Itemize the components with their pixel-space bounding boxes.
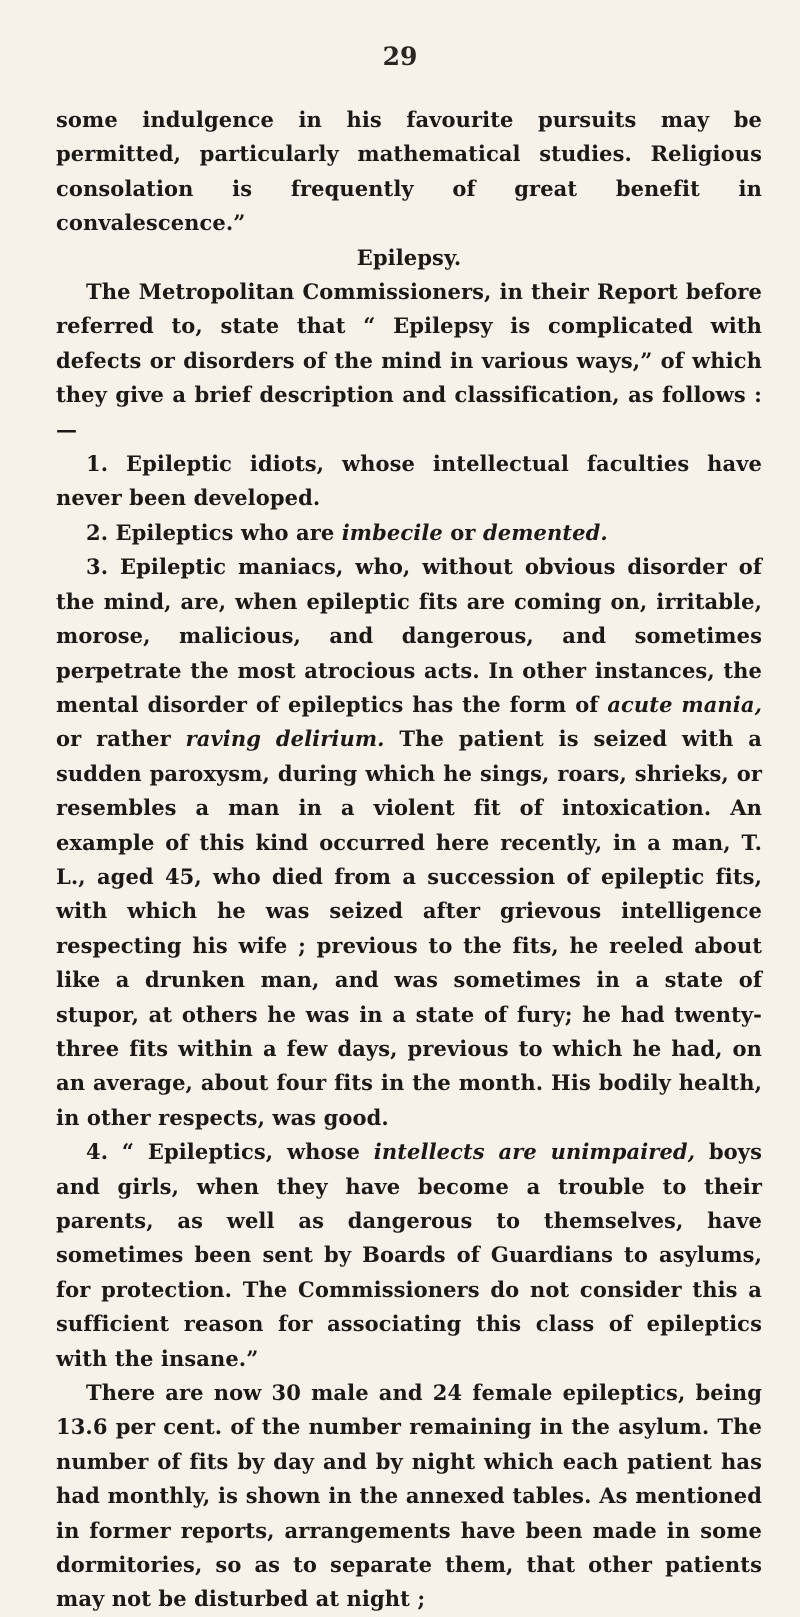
intro-paragraph: some indulgence in his favourite pursuits may be permitted, particularly mathematical studies. Religious consolation is frequently of great benefit in convalescence.” <box>56 107 762 236</box>
list-item-2-emphasis-2: demented. <box>482 519 608 545</box>
list-item-4-emphasis: intellects are unimpaired, <box>373 1139 696 1165</box>
list-item-2-mid: or <box>442 519 483 545</box>
closing-paragraph: There are now 30 male and 24 female epileptics, being 13.6 per cent. of the number remaining in the asylum. The number of fits by day and by night which each patient has had monthly, is shown in the annexed tables. As mentioned in former reports, arrangements have been made in some dormitories, so as to separate them, that other patients may not be disturbed at night ; <box>56 1380 762 1612</box>
list-item-3-part-3: The patient is seized with a sudden paroxysm, during which he sings, roars, shrieks, or resembles a man in a violent fit of intoxication. An example of this kind occurred here recently, in a man, T. L., aged 45, who died from a succession of epileptic fits, with which he was seized after grievous intelligence respecting his wife ; previous to the fits, he reeled about like a drunken man, and was sometimes in a state of stupor, at others he was in a state of fury; he had twenty-three fits within a few days, previous to which he had, on an average, about four fits in the month. His bodily health, in other respects, was good. <box>56 726 762 1130</box>
list-item-3-part-2: or rather <box>56 726 186 752</box>
list-item-3-emphasis-1: acute mania, <box>607 691 762 717</box>
list-item-4 <box>56 1135 762 1376</box>
list-item-4-part-2: boys and girls, when they have become a trouble to their parents, as well as dangerous to themselves, have sometimes been sent by Boards of Guardians to asylums, for protection. The Commissioners do not consider this a sufficient reason for associating this class of epileptics with the insane.” <box>56 1139 763 1371</box>
lead-paragraph: The Metropolitan Commissioners, in their Report before referred to, state that “ Epilepsy is complicated with defects or disorders of the mind in various ways,” of which they give a brief description and classification, as follows :— <box>56 279 762 442</box>
list-item-2 <box>56 516 762 550</box>
list-item-3-emphasis-2: raving delirium. <box>185 726 385 752</box>
section-heading-text: Epilepsy. <box>356 244 462 270</box>
list-item-2-emphasis-1: imbecile <box>341 519 443 545</box>
list-item-3 <box>56 550 762 1135</box>
body-text <box>56 103 762 1617</box>
page-number: 29 <box>382 42 418 71</box>
list-item-2-prefix: 2. Epileptics who are <box>86 519 342 545</box>
list-item-4-part-1: 4. “ Epileptics, whose <box>86 1139 374 1165</box>
list-item-1: 1. Epileptic idiots, whose intellectual faculties have never been developed. <box>56 451 762 511</box>
section-heading <box>56 241 762 275</box>
list-item-3-part-1: 3. Epileptic maniacs, who, without obvious disorder of the mind, are, when epileptic fits are coming on, irritable, morose, malicious, and dangerous, and sometimes perpetrate the most atrocious acts. In other instances, the mental disorder of epileptics has the form of <box>56 554 762 717</box>
